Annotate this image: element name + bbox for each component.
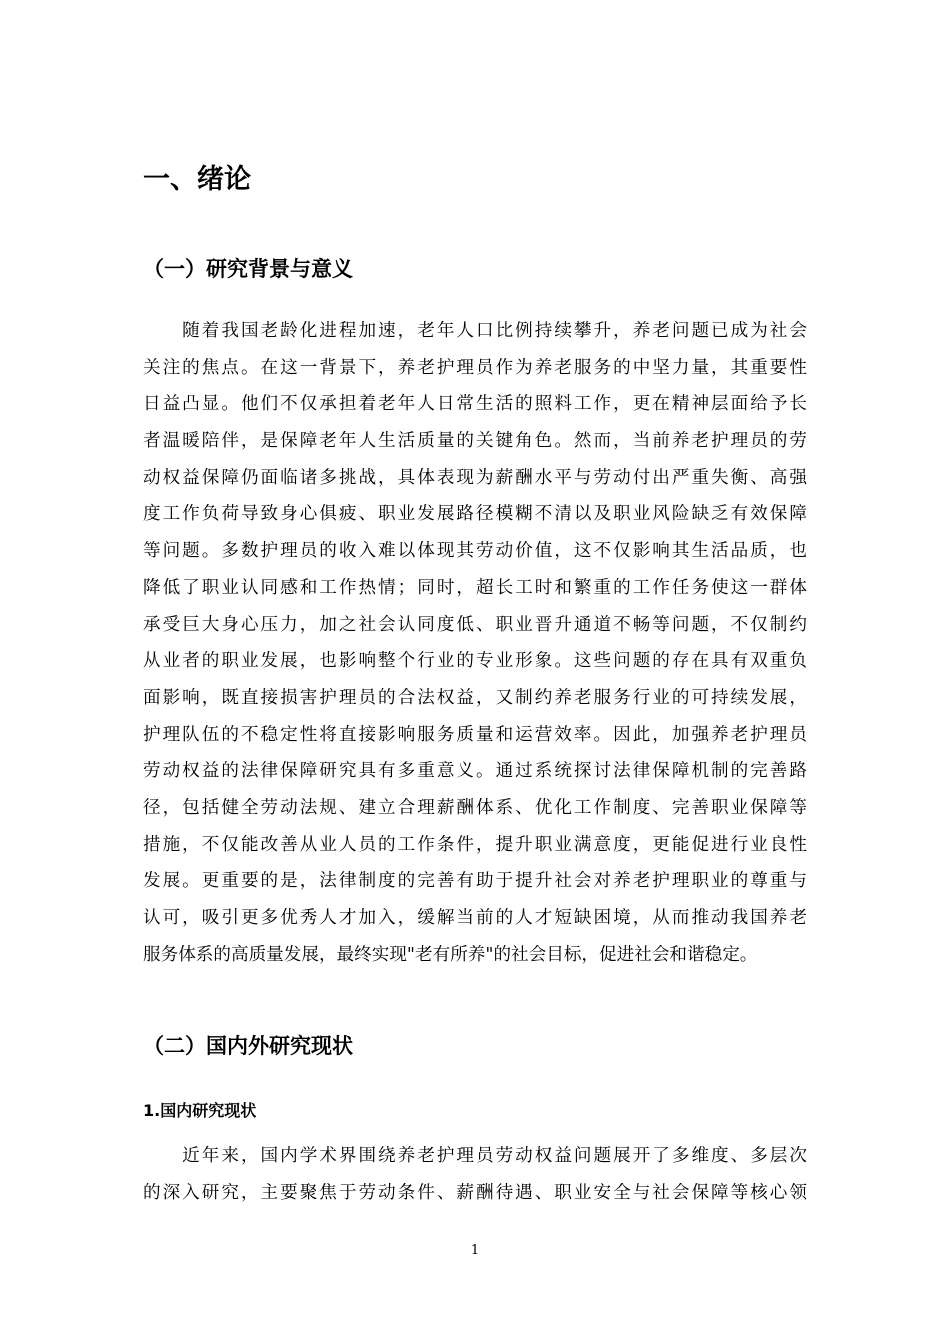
text-line: 认可，吸引更多优秀人才加入，缓解当前的人才短缺困境，从而推动我国养老 [143,908,807,928]
text-line: 从业者的职业发展，也影响整个行业的专业形象。这些问题的存在具有双重负 [143,651,807,672]
text-line: 随着我国老龄化进程加速，老年人口比例持续攀升，养老问题已成为社会 [143,321,807,341]
text-line: 近年来，国内学术界围绕养老护理员劳动权益问题展开了多维度、多层次 [143,1146,807,1166]
text-line: 动权益保障仍面临诸多挑战，具体表现为薪酬水平与劳动付出严重失衡、高强 [143,467,807,488]
text-line: 劳动权益的法律保障研究具有多重意义。通过系统探讨法律保障机制的完善路 [143,761,807,782]
text-line: 度工作负荷导致身心俱疲、职业发展路径模糊不清以及职业风险缺乏有效保障 [143,504,807,525]
page-number: 1 [470,1243,480,1258]
paragraph-background [143,313,807,973]
text-line: 者温暖陪伴，是保障老年人生活质量的关键角色。然而，当前养老护理员的劳 [143,431,807,452]
text-line: 径，包括健全劳动法规、建立合理薪酬体系、优化工作制度、完善职业保障等 [143,797,807,818]
chapter-heading: 一、绪论 [143,164,251,195]
text-line: 措施，不仅能改善从业人员的工作条件，提升职业满意度，更能促进行业良性 [143,834,807,855]
text-line: 服务体系的高质量发展，最终实现"老有所养"的社会目标，促进社会和谐稳定。 [143,944,758,965]
section-heading-research-status: （二）国内外研究现状 [143,1034,353,1058]
paragraph-domestic [143,1138,807,1211]
text-line: 关注的焦点。在这一背景下，养老护理员作为养老服务的中坚力量，其重要性 [143,357,807,378]
subsection-heading-domestic: 1.国内研究现状 [143,1101,257,1120]
text-line: 护理队伍的不稳定性将直接影响服务质量和运营效率。因此，加强养老护理员 [143,724,807,745]
text-line: 的深入研究，主要聚焦于劳动条件、薪酬待遇、职业安全与社会保障等核心领 [143,1182,807,1203]
text-line: 日益凸显。他们不仅承担着老年人日常生活的照料工作，更在精神层面给予长 [143,394,807,415]
text-line: 发展。更重要的是，法律制度的完善有助于提升社会对养老护理职业的尊重与 [143,871,807,892]
text-line: 承受巨大身心压力，加之社会认同度低、职业晋升通道不畅等问题，不仅制约 [143,614,807,635]
text-line: 等问题。多数护理员的收入难以体现其劳动价值，这不仅影响其生活品质，也 [143,541,807,562]
section-heading-background: （一）研究背景与意义 [143,257,353,281]
text-line: 降低了职业认同感和工作热情；同时，超长工时和繁重的工作任务使这一群体 [143,577,807,598]
text-line: 面影响，既直接损害护理员的合法权益，又制约养老服务行业的可持续发展， [143,687,807,708]
